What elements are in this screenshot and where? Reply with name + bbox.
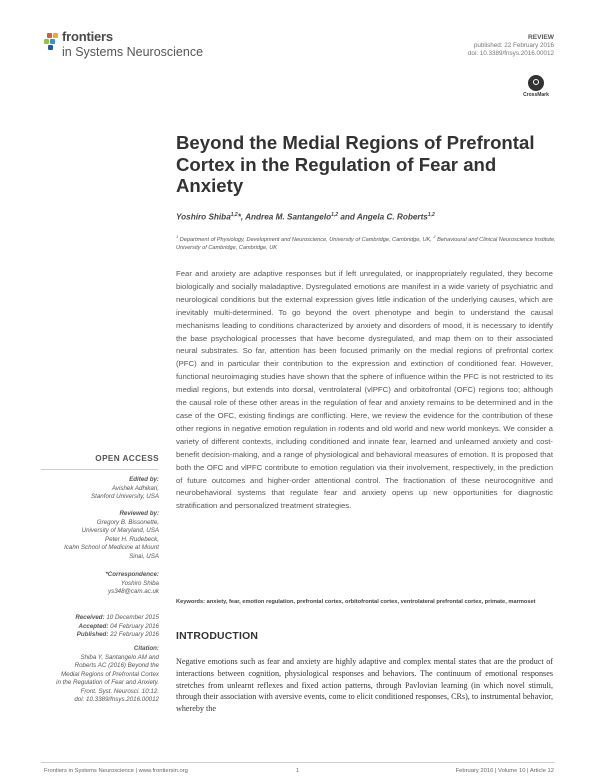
author-name[interactable]: Andrea M. Santangelo: [245, 212, 332, 222]
author-name[interactable]: Yoshiro Shiba: [176, 212, 231, 222]
accepted-date: 04 February 2016: [110, 622, 159, 630]
dates-block: [19, 614, 159, 640]
citation-line: Shiba Y, Santangelo AM and: [80, 653, 159, 661]
affiliation-text: Department of Physiology, Development and Neuroscience, University of Cambridge, Cambridge, UK,: [178, 236, 434, 243]
reviewer-line: Peter H. Rudebeck,: [105, 535, 159, 543]
received-date: 10 December 2015: [106, 614, 159, 621]
author-affiliation-sup: 1,2: [427, 212, 435, 218]
keywords: [176, 598, 556, 607]
accepted-label: Accepted:: [78, 622, 109, 630]
footer-journal[interactable]: Frontiers in Systems Neuroscience | www.frontiersin.org: [44, 768, 188, 774]
affiliation-text: Behavioural and Clinical Neuroscience Institute, University of Cambridge, Cambridge, UK: [176, 236, 556, 252]
author-affiliation-sup: 1,2: [331, 212, 339, 218]
keywords-list: anxiety, fear, emotion regulation, prefrontal cortex, orbitofrontal cortex, ventrolateral prefrontal cortex, primate, marmoset: [206, 599, 536, 605]
author-affiliation-sup: 1,2: [230, 212, 238, 218]
received-label: Received:: [75, 614, 105, 621]
correspondence-email[interactable]: ys348@cam.ac.uk: [108, 588, 159, 595]
article-title: Beyond the Medial Regions of Prefrontal Cortex in the Regulation of Fear and Anxiety: [176, 132, 535, 196]
reviewer-line: University of Maryland, USA: [81, 527, 159, 534]
correspondence-label: *Correspondence:: [105, 571, 159, 578]
published-side-date: 22 February 2016: [110, 631, 159, 638]
citation-line: Medial Regions of Prefrontal Cortex: [60, 670, 159, 678]
brand-name: frontiers: [62, 29, 113, 44]
introduction-heading: INTRODUCTION: [176, 631, 259, 642]
citation-block: [19, 645, 159, 705]
citation-line[interactable]: doi: 10.3389/fnsys.2016.00012: [74, 696, 159, 703]
reviewed-by-block: [19, 510, 159, 561]
affiliation-sup: 2: [433, 234, 436, 239]
editor-line: Avishek Adhikari,: [111, 484, 159, 492]
footer-issue: February 2016 | Volume 10 | Article 12: [455, 768, 554, 774]
affiliation-sup: 1: [176, 234, 179, 239]
frontiers-logo-mark: [44, 31, 64, 53]
published-date: published: 22 February 2016: [473, 42, 554, 49]
footer-divider: [41, 762, 555, 763]
citation-line: Front. Syst. Neurosci. 10:12.: [80, 687, 159, 695]
author-list: [176, 212, 556, 222]
citation-line: in the Regulation of Fear and Anxiety.: [56, 679, 159, 686]
keywords-label: Keywords:: [176, 599, 206, 605]
correspondence-name: Yoshiro Shiba: [120, 579, 159, 587]
citation-label: Citation:: [133, 645, 159, 652]
correspondence-block: [19, 571, 159, 597]
introduction-text: Negative emotions such as fear and anxiety are highly adaptive and complex mental states that are the product of interactions between cognition, physiological responses and behaviors. The continuum of emotional responses stretches from unlearnt reflexes and fixed action patterns, through Pavlovian learning (in which novel stimuli, through their association with aversive events, come to elicit conditioned responses, CRs), to instrumental behavior, whereby the: [176, 657, 553, 714]
published-label: Published:: [76, 631, 109, 638]
sidebar-divider: [41, 469, 158, 470]
article-type: REVIEW: [527, 34, 554, 41]
editor-line: Stanford University, USA: [91, 493, 159, 500]
crossmark-badge[interactable]: [521, 75, 551, 98]
affiliations: [176, 233, 556, 253]
author-separator: *,: [237, 212, 246, 222]
abstract: Fear and anxiety are adaptive responses but if left unregulated, or inappropriately regulated, they become biologically and socially maladaptive. Dysregulated emotions are manifest in a wide variety of psychiatric and neurological conditions but the external expression gives little indication of the underlying causes, which are inevitably multi-determined. To go beyond the overt phenotype and begin to understand the causal mechanisms leading to conditions characterized by anxiety and disorders of mood, it is necessary to identify the base psychological processes that have become dysregulated, and map them on to their associated neural substrates. So far, attention has been focused primarily on the medial regions of prefrontal cortex (PFC) and in particular their contribution to the expression and extinction of conditioned fear. However, functional neuroimaging studies have shown that the sphere of influence within the PFC is not restricted to its medial regions, but extends into dorsal, ventrolateral (vlPFC) and orbitofrontal (OFC) regions too; although the causal role of these other areas in the regulation of fear and anxiety remains to be determined and in the case of the OFC, existing findings are conflicting. Here, we review the evidence for the contribution of these other regions in negative emotion regulation in rodents and old world and new world monkeys. We consider a variety of different contexts, including conditioned and innate fear, learned and unlearned anxiety and cost-benefit decision-making, and a range of physiological and behavioral measures of emotion. It is proposed that both the OFC and vlPFC contribute to emotion regulation via their involvement, respectively, in the prediction of future outcomes and higher-order attentional control. The fractionation of these neurocognitive and neurobehavioral systems that regulate fear and anxiety opens up new opportunities for diagnostic stratification and personalized treatment strategies.: [176, 269, 553, 511]
reviewed-by-label: Reviewed by:: [119, 510, 159, 517]
edited-by-block: [19, 476, 159, 502]
doi[interactable]: doi: 10.3389/fnsys.2016.00012: [467, 50, 554, 57]
author-separator: and: [338, 212, 357, 222]
reviewer-line: Sinai, USA: [129, 552, 159, 560]
article-meta: [468, 34, 554, 58]
author-name[interactable]: Angela C. Roberts: [356, 212, 428, 222]
reviewer-line: Gregory B. Bissonette,: [96, 518, 159, 526]
journal-name: in Systems Neuroscience: [62, 45, 204, 59]
page-number: 1: [296, 768, 300, 774]
citation-line: Roberts AC (2016) Beyond the: [74, 662, 159, 669]
crossmark-label: CrossMark: [523, 92, 549, 98]
edited-by-label: Edited by:: [129, 476, 159, 483]
crossmark-icon: [528, 75, 544, 91]
open-access-label: OPEN ACCESS: [95, 454, 159, 463]
reviewer-line: Icahn School of Medicine at Mount: [64, 544, 159, 551]
